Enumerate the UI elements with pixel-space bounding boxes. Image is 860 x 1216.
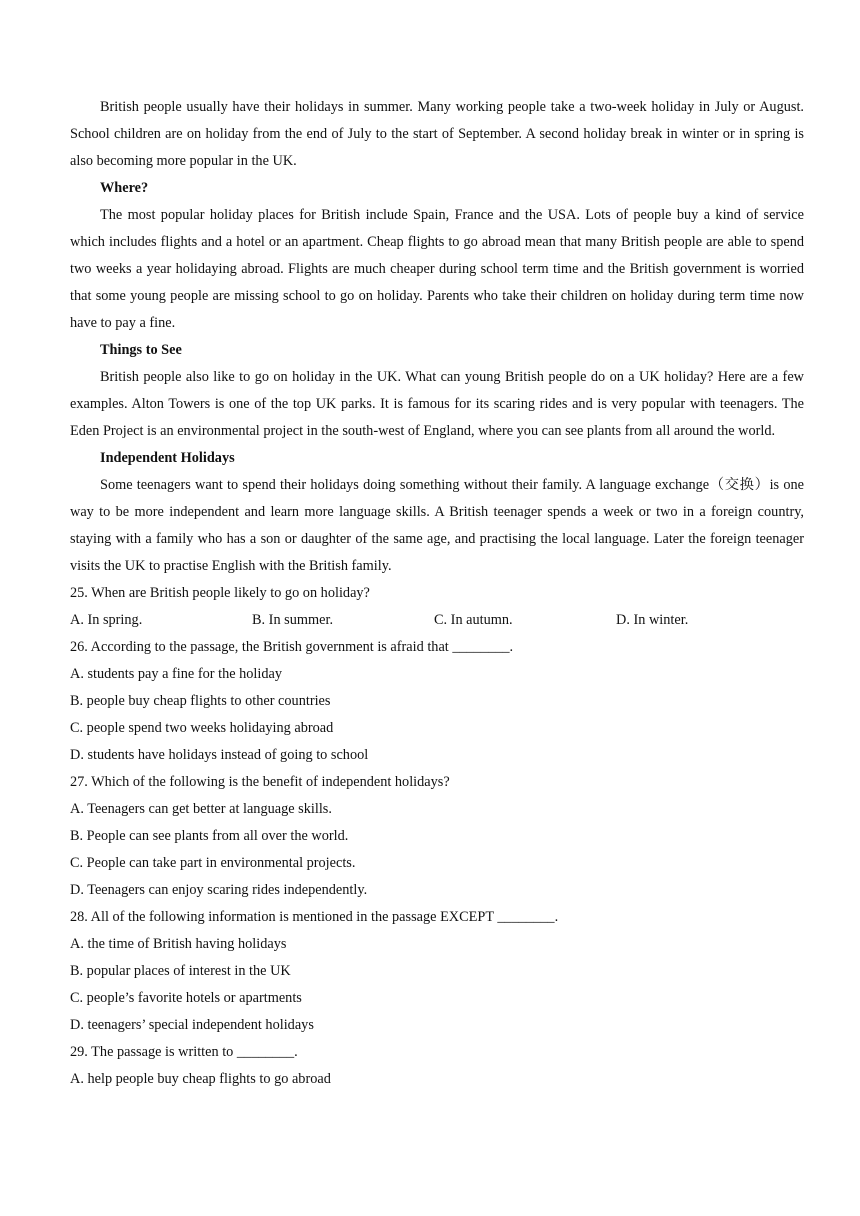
question-stem: 28. All of the following information is mentioned in the passage EXCEPT ________. <box>70 909 559 925</box>
question-stem: 29. The passage is written to ________. <box>70 1044 298 1060</box>
option-c[interactable]: C. people’s favorite hotels or apartments <box>70 990 302 1006</box>
question-stem: 26. According to the passage, the British government is afraid that ________. <box>70 639 514 655</box>
passage-paragraph-2: The most popular holiday places for British include Spain, France and the USA. Lots of people buy a kind of service which includes flights and a hotel or an apartment. Cheap flights to go abroad mean that many British people are able to spend two weeks a year holidaying abroad. Flights are much cheaper during school term time and the British government is worried that some young people are missing school to go on holiday. Parents who take their children on holiday during term time now have to pay a fine. <box>70 207 804 331</box>
question-26 <box>70 634 804 769</box>
option-d[interactable]: D. students have holidays instead of going to school <box>70 747 369 763</box>
question-stem: 27. Which of the following is the benefit of independent holidays? <box>70 774 450 790</box>
question-29 <box>70 1039 804 1093</box>
passage-paragraph-3: British people also like to go on holiday in the UK. What can young British people do on a UK holiday? Here are a few examples. Alton Towers is one of the top UK parks. It is famous for its scaring rides and is very popular with teenagers. The Eden Project is an environmental project in the south-west of England, where you can see plants from all around the world. <box>70 369 804 439</box>
question-28 <box>70 904 804 1039</box>
question-25 <box>70 580 804 634</box>
option-d[interactable]: D. Teenagers can enjoy scaring rides independently. <box>70 882 368 898</box>
option-b[interactable]: B. popular places of interest in the UK <box>70 963 291 979</box>
option-d[interactable]: D. In winter. <box>616 612 689 628</box>
passage-paragraph-4: Some teenagers want to spend their holidays doing something without their family. A language exchange（交换）is one way to be more independent and learn more language skills. A British teenager spends a week or two in a foreign country, staying with a family who has a son or daughter of the same age, and practising the local language. Later the foreign teenager visits the UK to practise English with the British family. <box>70 477 804 574</box>
option-a[interactable]: A. help people buy cheap flights to go abroad <box>70 1071 331 1087</box>
section-heading-things-to-see: Things to See <box>100 342 182 358</box>
document-page <box>70 94 804 1093</box>
option-c[interactable]: C. In autumn. <box>434 612 513 628</box>
section-heading-where: Where? <box>100 180 149 196</box>
option-c[interactable]: C. people spend two weeks holidaying abroad <box>70 720 334 736</box>
section-heading-independent-holidays: Independent Holidays <box>100 450 235 466</box>
question-27 <box>70 769 804 904</box>
option-b[interactable]: B. In summer. <box>252 612 334 628</box>
passage-paragraph-1: British people usually have their holidays in summer. Many working people take a two-week holiday in July or August. School children are on holiday from the end of July to the start of September. A second holiday break in winter or in spring is also becoming more popular in the UK. <box>70 99 804 169</box>
option-d[interactable]: D. teenagers’ special independent holidays <box>70 1017 314 1033</box>
option-b[interactable]: B. People can see plants from all over the world. <box>70 828 349 844</box>
option-a[interactable]: A. In spring. <box>70 612 143 628</box>
option-b[interactable]: B. people buy cheap flights to other countries <box>70 693 331 709</box>
option-c[interactable]: C. People can take part in environmental projects. <box>70 855 356 871</box>
answer-options <box>70 607 804 634</box>
question-stem: 25. When are British people likely to go on holiday? <box>70 585 370 601</box>
option-a[interactable]: A. Teenagers can get better at language skills. <box>70 801 332 817</box>
option-a[interactable]: A. the time of British having holidays <box>70 936 287 952</box>
option-a[interactable]: A. students pay a fine for the holiday <box>70 666 283 682</box>
